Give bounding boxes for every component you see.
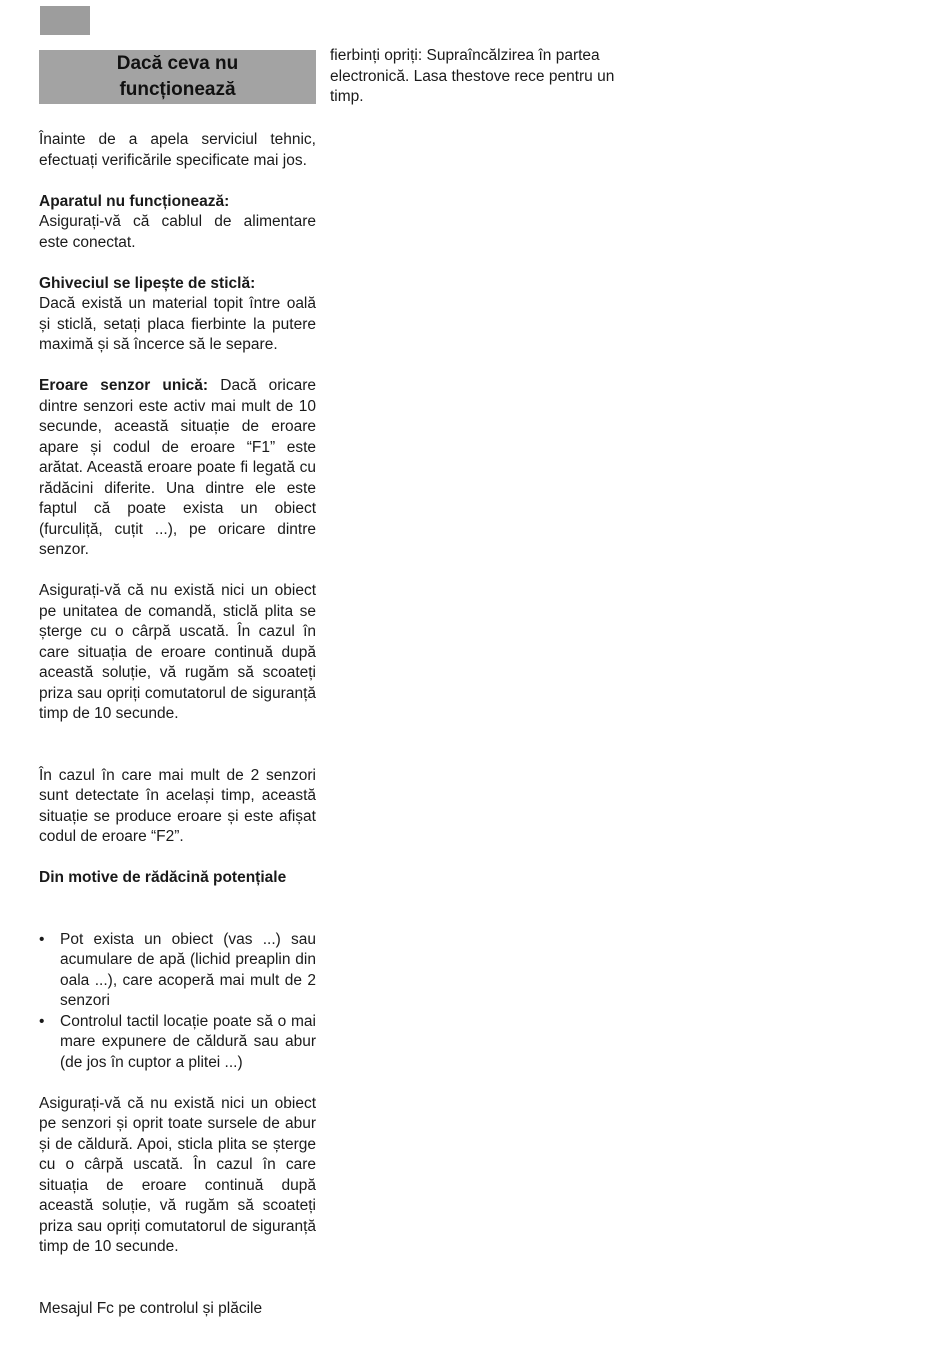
bullet-icon: • [39,1012,45,1030]
list-item-text: Controlul tactil locație poate să o mai mare expunere de căldură sau abur (de jos în cuptor a plitei ...) [60,1012,316,1071]
section-title [39,50,316,104]
section-not-working-body: Asigurați-vă că cablul de alimentare este conectat. [39,213,316,251]
f2-fix-paragraph: Asigurați-vă că nu există nici un obiect pe senzori și oprit toate sursele de abur și de căldură. Apoi, sticla plita se șterge cu o cârpă uscată. În cazul în care situația de eroare continuă după această soluție, vă rugăm să scoateți priza sau opriți comutatorul de siguranță timp de 10 secunde. [39,1094,316,1255]
root-causes-list [39,930,316,1074]
section-pot-sticks [39,274,316,356]
list-item [39,930,316,1012]
section-single-sensor-error-body: Dacă oricare dintre senzori este activ mai mult de 10 secunde, această situație de eroare apare și codul de eroare “F1” este arătat. Această eroare poate fi legată cu rădăcini diferite. Una dintre ele este faptul că poate exista un obiect (furculiță, cuțit ...), pe oricare dintre senzor. [39,377,316,558]
section-not-working [39,192,316,254]
section-title-line-1: Dacă ceva nu [116,53,239,74]
right-column [330,46,615,108]
section-pot-sticks-body: Dacă există un material topit între oală și sticlă, setați placa fierbinte la putere maximă și să încerce să le separe. [39,295,316,353]
section-single-sensor-error [39,376,316,561]
bullet-icon: • [39,930,45,948]
f2-paragraph: În cazul în care mai mult de 2 senzori sunt detectate în același timp, această situație se produce eroare și este afișat codul de eroare “F2”. [39,766,316,845]
f1-fix-paragraph: Asigurați-vă că nu există nici un obiect pe unitatea de comandă, sticlă plita se șterge cu o cârpă uscată. În cazul în care situația de eroare continuă după această soluție, vă rugăm să scoateți priza sau opriți comutatorul de siguranță timp de 10 secunde. [39,582,316,722]
fc-message-paragraph-continued: fierbinți opriți: Supraîncălzirea în partea electronică. Lasa thestove rece pentru un timp. [330,47,615,105]
root-causes-heading: Din motive de rădăcină potențiale [39,869,287,886]
fc-message-paragraph-start: Mesajul Fc pe controlul și plăcile [39,1299,263,1317]
section-single-sensor-error-heading: Eroare senzor unică: [39,377,209,394]
left-column [39,50,316,1319]
page-marker-tab [40,6,90,35]
intro-paragraph: Înainte de a apela serviciul tehnic, efectuați verificările specificate mai jos. [39,131,316,169]
list-item [39,1012,316,1074]
section-pot-sticks-heading: Ghiveciul se lipește de sticlă: [39,274,256,292]
list-item-text: Pot exista un obiect (vas ...) sau acumulare de apă (lichid preaplin din oala ...), care acoperă mai mult de 2 senzori [60,930,316,1009]
section-title-line-2: funcționează [119,79,236,100]
section-not-working-heading: Aparatul nu funcționează: [39,192,230,210]
